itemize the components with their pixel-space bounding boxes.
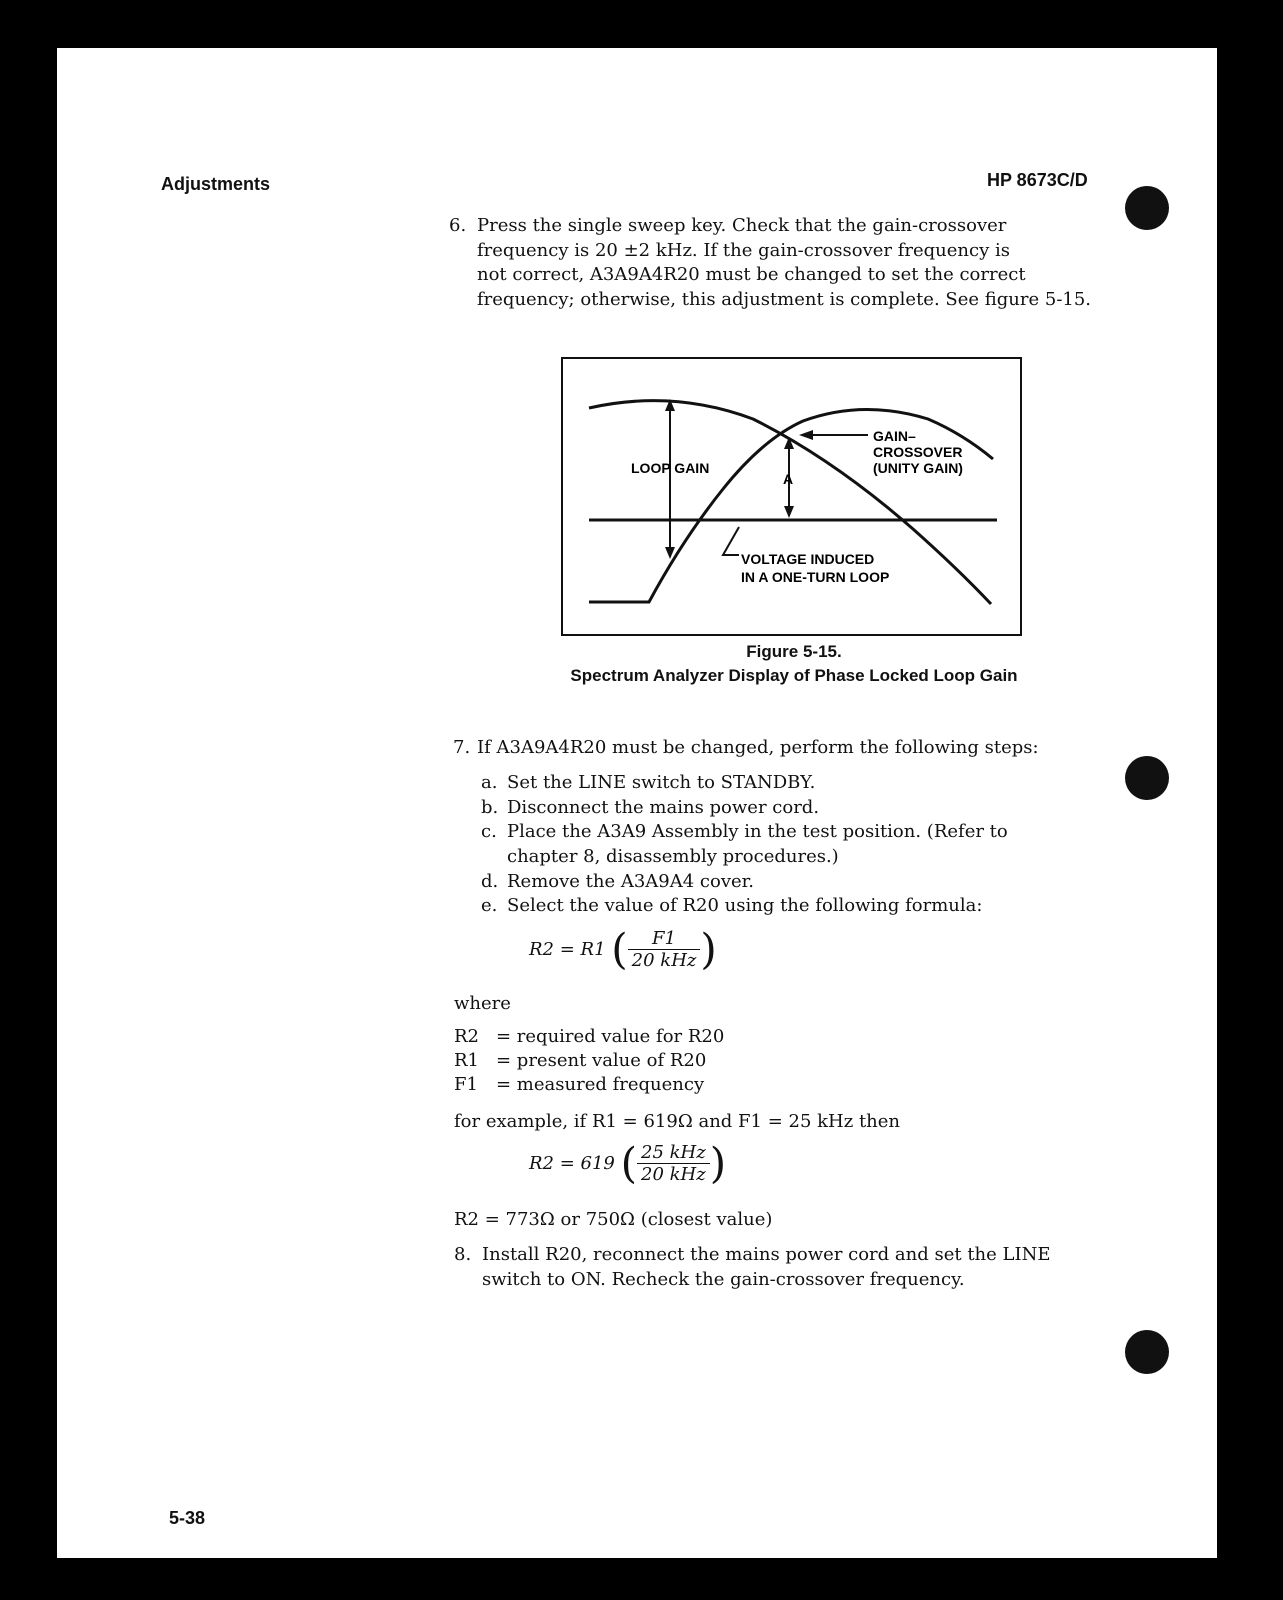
page-number: 5-38 — [169, 1508, 206, 1528]
sub-step-letter: b. — [481, 797, 499, 818]
result-text: R2 = 773Ω or 750Ω (closest value) — [454, 1209, 773, 1230]
step-7-text: If A3A9A4R20 must be changed, perform the following steps: — [477, 737, 1039, 758]
definition-value: = measured frequency — [496, 1074, 705, 1095]
step-8-line: Install R20, reconnect the mains power cord and set the LINE — [482, 1244, 1051, 1265]
sub-step-text: chapter 8, disassembly procedures.) — [507, 846, 839, 867]
arrow-head-left — [799, 430, 813, 440]
definition-key: F1 — [454, 1074, 478, 1095]
step-6-line: frequency; otherwise, this adjustment is complete. See figure 5-15. — [477, 288, 1092, 310]
label-voltage-induced: IN A ONE-TURN LOOP — [741, 569, 890, 585]
definition-key: R1 — [454, 1050, 480, 1071]
step-number: 6. — [449, 215, 467, 236]
label-a: A — [783, 471, 794, 487]
sub-step-letter: e. — [481, 895, 498, 916]
sub-step — [481, 772, 816, 793]
step-number: 7. — [453, 737, 471, 758]
binder-hole-icon — [1125, 1330, 1169, 1374]
formula-denominator: 20 kHz — [641, 1164, 706, 1185]
sub-step-text: Disconnect the mains power cord. — [507, 797, 820, 818]
formula-lhs: R2 = 619 — [529, 1153, 615, 1174]
example-text: for example, if R1 = 619Ω and F1 = 25 kHz then — [454, 1111, 901, 1132]
step-6-line: not correct, A3A9A4R20 must be changed to set the correct — [477, 264, 1026, 285]
sub-step — [481, 821, 1008, 867]
loop-gain-diagram — [563, 359, 1020, 634]
step-6-line: frequency is 20 ±2 kHz. If the gain-crossover frequency is — [477, 239, 1010, 261]
arrow-head-up — [784, 437, 794, 449]
formula-denominator: 20 kHz — [631, 950, 697, 971]
label-voltage-induced: VOLTAGE INDUCED — [741, 551, 875, 567]
formula-r2: R2 = R1 ( $\frac{F1}{\text{20 kHz}}$ ) — [529, 924, 717, 974]
sub-step-letter: a. — [481, 772, 498, 793]
definition-value: = present value of R20 — [496, 1050, 707, 1071]
sub-step-letter: d. — [481, 871, 499, 892]
figure-5-15 — [561, 357, 1022, 636]
model-header: HP 8673C/D — [987, 170, 1088, 190]
arrow-head-down — [784, 506, 794, 518]
binder-hole-icon — [1125, 756, 1169, 800]
label-gain-crossover: CROSSOVER — [873, 444, 963, 460]
formula-lhs: R2 = R1 — [529, 939, 606, 960]
sub-step-text: Select the value of R20 using the following formula: — [507, 895, 983, 916]
sub-step-text: Place the A3A9 Assembly in the test position. (Refer to — [507, 821, 1008, 842]
step-8-line: switch to ON. Recheck the gain-crossover frequency. — [482, 1268, 965, 1290]
sub-step-text: Set the LINE switch to STANDBY. — [507, 772, 816, 793]
where-label: where — [454, 993, 511, 1014]
definition-key: R2 — [454, 1026, 480, 1047]
manual-page — [57, 48, 1217, 1558]
sub-step-letter: c. — [481, 821, 497, 842]
step-6-line: Press the single sweep key. Check that the gain-crossover — [477, 215, 1007, 236]
label-gain-crossover: GAIN– — [873, 428, 916, 444]
sub-step-text: Remove the A3A9A4 cover. — [507, 871, 755, 892]
figure-caption-number: Figure 5-15. — [746, 642, 842, 661]
formula-numerator: F1 — [628, 928, 701, 950]
step-number: 8. — [454, 1244, 472, 1265]
sub-step — [481, 895, 983, 916]
definition-value: = required value for R20 — [496, 1026, 725, 1047]
figure-caption-title: Spectrum Analyzer Display of Phase Locked Loop Gain — [570, 666, 1018, 685]
formula-numerator: 25 kHz — [637, 1142, 710, 1164]
voltage-pointer — [723, 527, 739, 555]
binder-hole-icon — [1125, 186, 1169, 230]
label-loop-gain: LOOP GAIN — [631, 460, 710, 476]
section-header: Adjustments — [161, 174, 271, 194]
sub-step — [481, 871, 755, 892]
label-gain-crossover: (UNITY GAIN) — [873, 460, 963, 476]
formula-example: R2 = 619 ( $\frac{\text{25 kHz}}{\text{20 kHz}}$ ) — [529, 1138, 727, 1188]
sub-step — [481, 797, 820, 818]
